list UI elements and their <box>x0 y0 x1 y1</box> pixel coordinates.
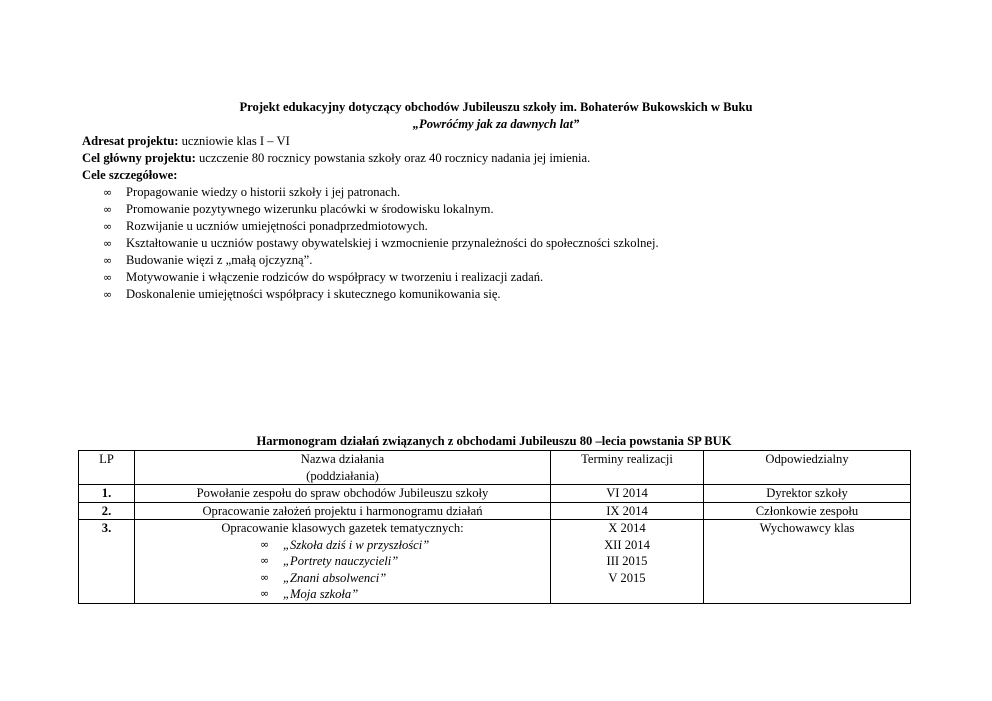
table-header-row <box>79 451 911 485</box>
gazette-topics-list <box>138 537 547 603</box>
table-row <box>79 502 911 520</box>
schedule-title: Harmonogram działań związanych z obchodami Jubileuszu 80 –lecia powstania SP BUK <box>256 434 732 448</box>
list-item <box>82 184 902 201</box>
list-item <box>138 553 547 570</box>
row-term: IX 2014 <box>551 502 704 520</box>
topic-text: „Moja szkoła” <box>283 587 359 601</box>
row-name <box>135 520 551 604</box>
row-lp: 3. <box>79 520 135 604</box>
goal-text: Budowanie więzi z „małą ojczyzną”. <box>126 253 313 267</box>
main-goal-value: uczczenie 80 rocznicy powstania szkoły oraz 40 rocznicy nadania jej imienia. <box>195 151 591 165</box>
header-lp: LP <box>79 451 135 485</box>
infinity-bullet-icon: ∞ <box>103 237 113 250</box>
term-item: XII 2014 <box>604 537 650 552</box>
main-goal-label: Cel główny projektu: <box>82 151 196 165</box>
row-name: Powołanie zespołu do spraw obchodów Jubileuszu szkoły <box>135 485 551 503</box>
table-row <box>79 520 911 604</box>
goal-text: Doskonalenie umiejętności współpracy i skutecznego komunikowania się. <box>126 287 501 301</box>
list-item <box>82 269 902 286</box>
infinity-bullet-icon: ∞ <box>103 203 113 216</box>
goal-text: Kształtowanie u uczniów postawy obywatelskiej i wzmocnienie przynależności do społeczności szkolnej. <box>126 236 659 250</box>
term-item: X 2014 <box>608 521 646 535</box>
specific-goals-heading: Cele szczegółowe: <box>82 168 178 182</box>
topic-text: „Szkoła dziś i w przyszłości” <box>283 537 430 552</box>
list-item <box>82 218 902 235</box>
project-intro <box>82 133 902 303</box>
header-name-line1: Nazwa działania <box>300 452 385 466</box>
row-lp: 1. <box>79 485 135 503</box>
infinity-bullet-icon: ∞ <box>103 186 113 199</box>
list-item <box>82 286 902 303</box>
header-name <box>135 451 551 485</box>
infinity-bullet-icon: ∞ <box>260 570 270 584</box>
row-name-text: Opracowanie klasowych gazetek tematycznych: <box>221 521 464 535</box>
goal-text: Motywowanie i włączenie rodziców do współpracy w tworzeniu i realizacji zadań. <box>126 270 544 284</box>
list-item <box>138 537 547 554</box>
list-item <box>82 235 902 252</box>
specific-goals-list <box>82 184 902 303</box>
infinity-bullet-icon: ∞ <box>260 587 270 600</box>
list-item <box>138 570 547 587</box>
table-row <box>79 485 911 503</box>
adresat-value: uczniowie klas I – VI <box>178 134 290 148</box>
document-title: Projekt edukacyjny dotyczący obchodów Jubileuszu szkoły im. Bohaterów Bukowskich w Buku <box>239 100 753 114</box>
schedule-table <box>78 450 911 604</box>
infinity-bullet-icon: ∞ <box>103 254 113 267</box>
list-item <box>82 252 902 269</box>
row-responsible: Członkowie zespołu <box>704 502 911 520</box>
header-terms: Terminy realizacji <box>551 451 704 485</box>
row-lp: 2. <box>79 502 135 520</box>
term-item: III 2015 <box>606 554 648 568</box>
goal-text: Promowanie pozytywnego wizerunku placówki w środowisku lokalnym. <box>126 202 494 216</box>
row-term: VI 2014 <box>551 485 704 503</box>
main-goal-line <box>82 150 902 167</box>
row-name: Opracowanie założeń projektu i harmonogramu działań <box>135 502 551 520</box>
infinity-bullet-icon: ∞ <box>260 537 270 551</box>
adresat-line <box>82 133 902 150</box>
header-responsible: Odpowiedzialny <box>704 451 911 485</box>
list-item <box>82 201 902 218</box>
document-subtitle: „Powróćmy jak za dawnych lat” <box>412 117 580 131</box>
row-responsible: Dyrektor szkoły <box>704 485 911 503</box>
infinity-bullet-icon: ∞ <box>260 554 270 567</box>
header-name-line2: (poddziałania) <box>306 468 379 483</box>
row-terms <box>551 520 704 604</box>
row-responsible: Wychowawcy klas <box>704 520 911 604</box>
topic-text: „Portrety nauczycieli” <box>283 554 399 568</box>
infinity-bullet-icon: ∞ <box>103 220 113 233</box>
term-item: V 2015 <box>608 570 646 585</box>
adresat-label: Adresat projektu: <box>82 134 179 148</box>
topic-text: „Znani absolwenci” <box>283 570 387 585</box>
infinity-bullet-icon: ∞ <box>103 271 113 284</box>
list-item <box>138 586 547 603</box>
infinity-bullet-icon: ∞ <box>103 288 113 301</box>
goal-text: Propagowanie wiedzy o historii szkoły i jej patronach. <box>126 185 401 199</box>
goal-text: Rozwijanie u uczniów umiejętności ponadprzedmiotowych. <box>126 219 428 233</box>
